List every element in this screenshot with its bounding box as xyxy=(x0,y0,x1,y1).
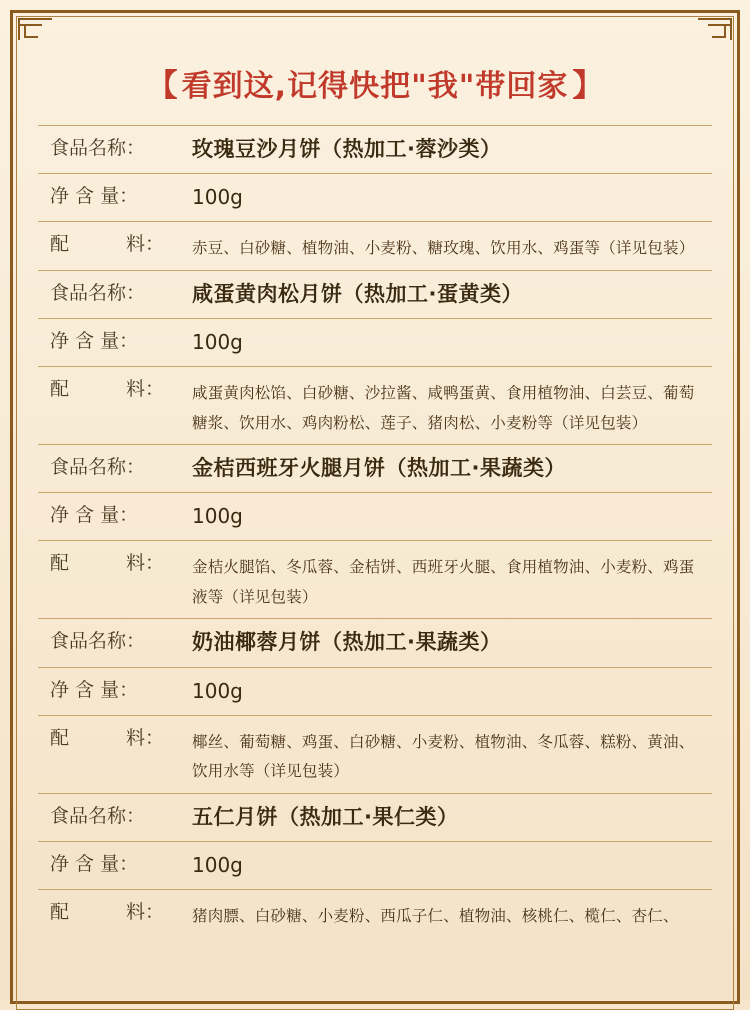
product-ingredients-row xyxy=(38,716,712,793)
product-name-row xyxy=(38,619,712,667)
title-bracket-right: 】 xyxy=(572,68,604,104)
product-ingredients-label: 配 料： xyxy=(50,378,165,401)
corner-ornament-top-left-icon xyxy=(12,12,58,46)
product-weight-value: 100g xyxy=(192,504,243,529)
product-name-label: 食品名称： xyxy=(50,281,146,304)
product-weight-value: 100g xyxy=(192,678,243,703)
product-name-value: 咸蛋黄肉松月饼（热加工·蛋黄类） xyxy=(192,281,523,306)
product-name-row xyxy=(38,794,712,842)
product-ingredients-label: 配 料： xyxy=(50,552,165,575)
title-bracket-left: 【 xyxy=(146,68,178,104)
product-ingredients-label: 配 料： xyxy=(50,726,165,749)
product-name-row xyxy=(38,271,712,319)
product-entry xyxy=(38,125,712,270)
product-weight-row xyxy=(38,668,712,716)
product-weight-label: 净 含 量： xyxy=(50,678,139,701)
product-ingredients-value: 椰丝、葡萄糖、鸡蛋、白砂糖、小麦粉、植物油、冬瓜蓉、糕粉、黄油、饮用水等（详见包装） xyxy=(192,732,695,781)
product-weight-label: 净 含 量： xyxy=(50,504,139,527)
corner-ornament-top-right-icon xyxy=(692,12,738,46)
product-ingredients-value: 咸蛋黄肉松馅、白砂糖、沙拉酱、咸鸭蛋黄、食用植物油、白芸豆、葡萄糖浆、饮用水、鸡肉粉松、莲子、猪肉松、小麦粉等（详见包装） xyxy=(192,384,695,432)
product-weight-label: 净 含 量： xyxy=(50,853,139,876)
product-name-label: 食品名称： xyxy=(50,456,146,479)
product-name-value: 五仁月饼（热加工·果仁类） xyxy=(192,804,459,829)
product-weight-value: 100g xyxy=(192,853,243,878)
product-weight-row xyxy=(38,174,712,222)
product-name-label: 食品名称： xyxy=(50,630,146,653)
page-title xyxy=(38,44,712,125)
product-entry xyxy=(38,270,712,444)
product-name-label: 食品名称： xyxy=(50,137,146,159)
product-name-value: 奶油椰蓉月饼（热加工·果蔬类） xyxy=(192,630,502,655)
product-weight-label: 净 含 量： xyxy=(50,185,139,208)
product-ingredients-row xyxy=(38,367,712,444)
product-weight-row xyxy=(38,842,712,890)
product-weight-row xyxy=(38,319,712,367)
product-ingredients-row xyxy=(38,222,712,269)
product-name-row xyxy=(38,445,712,493)
product-ingredients-row xyxy=(38,541,712,618)
product-ingredients-row xyxy=(38,890,712,937)
product-entry xyxy=(38,793,712,938)
product-name-row xyxy=(38,126,712,174)
content-area xyxy=(38,44,712,937)
product-entry xyxy=(38,618,712,792)
product-ingredients-value: 猪肉膘、白砂糖、小麦粉、西瓜子仁、植物油、核桃仁、榄仁、杏仁、 xyxy=(192,907,679,926)
product-ingredients-value: 金桔火腿馅、冬瓜蓉、金桔饼、西班牙火腿、食用植物油、小麦粉、鸡蛋液等（详见包装） xyxy=(192,558,695,606)
product-weight-label: 净 含 量： xyxy=(50,330,139,353)
product-ingredients-value: 赤豆、白砂糖、植物油、小麦粉、糖玫瑰、饮用水、鸡蛋等（详见包装） xyxy=(192,239,695,258)
product-name-value: 玫瑰豆沙月饼（热加工·蓉沙类） xyxy=(192,137,502,161)
product-weight-value: 100g xyxy=(192,185,243,210)
product-ingredients-label: 配 料： xyxy=(50,233,165,256)
product-ingredients-label: 配 料： xyxy=(50,901,165,924)
product-weight-row xyxy=(38,493,712,541)
product-name-label: 食品名称： xyxy=(50,804,146,827)
product-entry xyxy=(38,444,712,618)
title-text: 看到这,记得快把"我"带回家 xyxy=(181,68,569,104)
product-weight-value: 100g xyxy=(192,330,243,355)
product-name-value: 金桔西班牙火腿月饼（热加工·果蔬类） xyxy=(192,456,566,481)
